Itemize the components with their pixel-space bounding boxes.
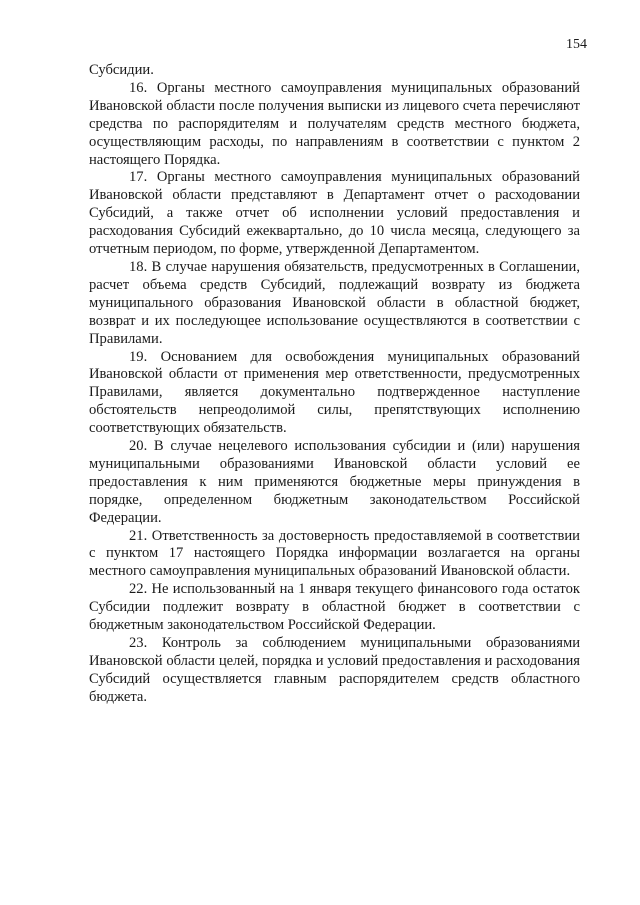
paragraph-23: 23. Контроль за соблюдением муниципальными образованиями Ивановской области целей, порядка и условий предоставления и расходования Субсидий осуществляется главным распорядителем средств областного бюджета. [89,635,580,705]
paragraph-21: 21. Ответственность за достоверность предоставляемой в соответствии с пунктом 17 настоящего Порядка информации возлагается на органы местного самоуправления муниципальных образований Ивановской области. [89,527,580,580]
paragraph-19: 19. Основанием для освобождения муниципальных образований Ивановской области от применения мер ответственности, предусмотренных Правилами, является документально подтвержденное наступление обстоятельств непреодолимой силы, препятствующих исполнению соответствующих обязательств. [89,348,580,437]
page-number: 154 [566,37,587,52]
paragraph-20: 20. В случае нецелевого использования субсидии и (или) нарушения муниципальными образованиями Ивановской области условий ее предоставления к ним применяются бюджетные меры принуждения в порядке, определенном бюджетным законодательством Российской Федерации. [89,438,580,526]
paragraph-18: 18. В случае нарушения обязательств, предусмотренных в Соглашении, расчет объема средств Субсидий, подлежащий возврату из бюджета муниципального образования Ивановской области в областной бюджет, возврат и их последующее использование осуществляются в соответствии с Правилами. [89,258,580,347]
paragraph-16: 16. Органы местного самоуправления муниципальных образований Ивановской области после получения выписки из лицевого счета перечисляют средства по распорядителям и получателям средств местного бюджета, осуществляющим расходы, по направлениям в соответствии с пунктом 2 настоящего Порядка. [89,79,580,168]
paragraph-17: 17. Органы местного самоуправления муниципальных образований Ивановской области представляют в Департамент отчет о расходовании Субсидий, а также отчет об исполнении условий предоставления и расходования Субсидий ежеквартально, до 10 числа месяца, следующего за отчетным периодом, по форме, утвержденной Департаментом. [89,169,580,258]
paragraph-continuation: Субсидии. [89,62,154,78]
paragraph-22: 22. Не использованный на 1 января текущего финансового года остаток Субсидии подлежит возврату в областной бюджет в соответствии с бюджетным законодательством Российской Федерации. [89,581,580,634]
document-body [89,62,580,707]
